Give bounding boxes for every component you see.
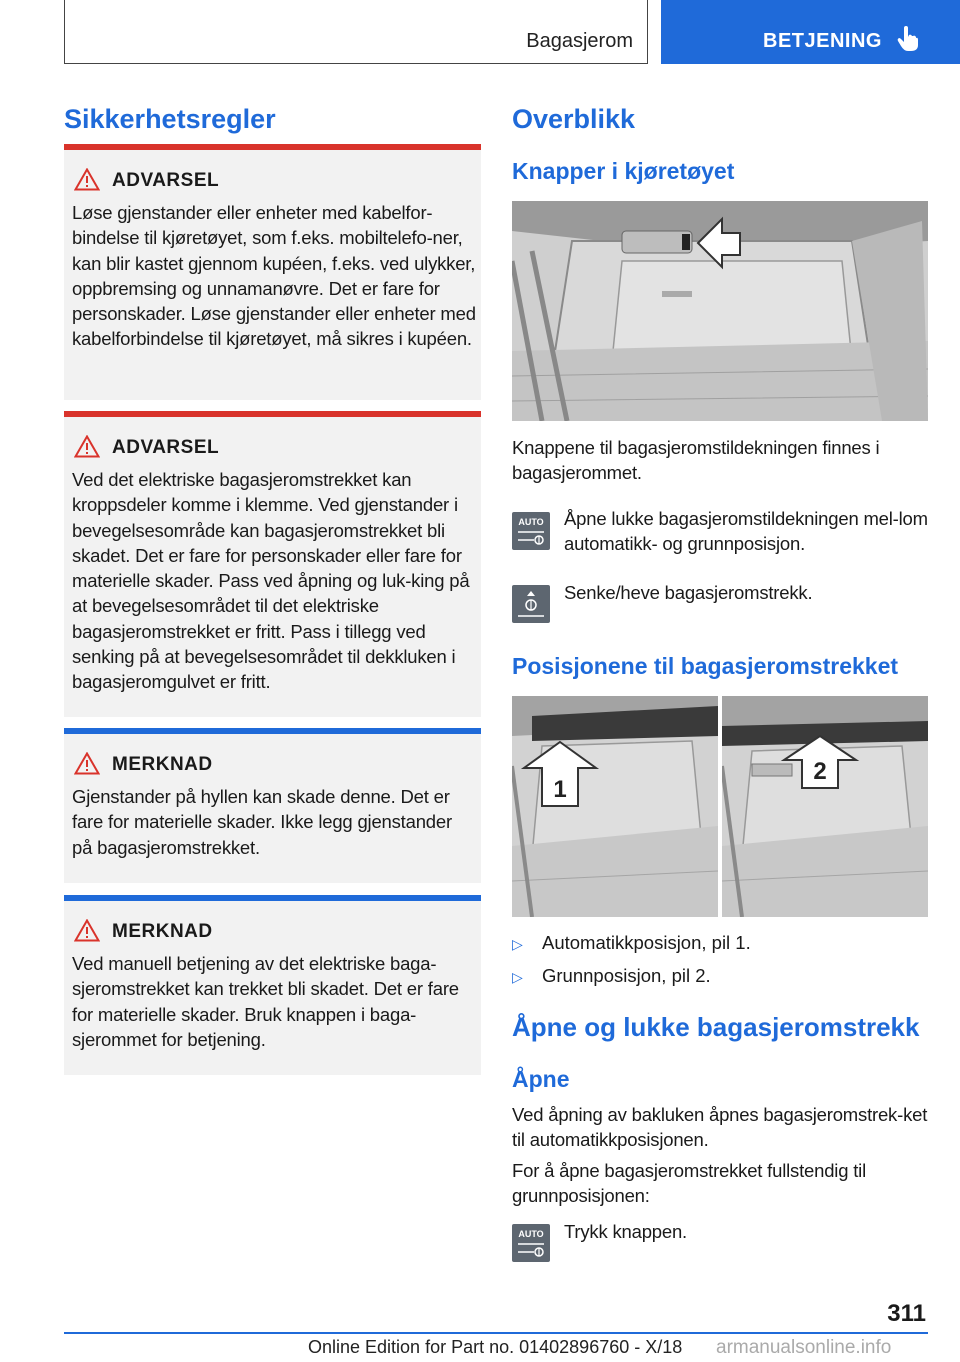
position-1-photo <box>512 696 718 917</box>
warning-text: Ved det elektriske bagasjeromstrekket kan kroppsdeler komme i klemme. Ved gjenstander i bevegelsesområde kan bagasjeromstrekket bli skadet. Det er fare for personskader eller fare for materielle skader. Pass ved åpning og luk-king på at bevegelsesområdet til det elektriske bagasjeromstrekket er fritt. Pass i tillegg ved senking på at bevegelsesområdet til dekkluken i bagasjeromgulvet er fritt. <box>72 469 470 693</box>
warning-label: ADVARSEL <box>112 437 220 458</box>
hand-pointer-icon <box>897 26 919 52</box>
warning-box-1 <box>64 144 481 400</box>
warning-triangle-icon <box>74 435 100 458</box>
warning-text: Løse gjenstander eller enheter med kabelfor-bindelse til kjøretøyet, som f.eks. mobiltelefo-ner, kan blir kastet gjennom kupéen, f.eks. ved ulykker, oppbremsing og unnamanøvre. Det er fare for personskader. Løse gjenstander eller enheter med kabelforbindelse til kjøretøyet, må sikres i kupéen. <box>72 202 476 350</box>
header-section-title: Bagasjerom <box>526 30 633 52</box>
edition-text: Online Edition for Part no. 01402896760 - X/18 <box>308 1337 683 1357</box>
lower-raise-button-icon <box>512 585 550 623</box>
positions-subtitle: Posisjonene til bagasjeromstrekket <box>512 653 899 679</box>
button1-description: Åpne lukke bagasjeromstildekningen mel-lom automatikk- og grunnposisjon. <box>564 508 928 555</box>
left-column <box>64 100 481 1050</box>
page-number: 311 <box>887 1300 926 1327</box>
open-subtitle: Åpne <box>512 1066 570 1092</box>
arrow-label-2: 2 <box>813 758 827 785</box>
bullet-triangle-icon: ▷ <box>512 969 523 985</box>
buttons-subtitle: Knapper i kjøretøyet <box>512 158 735 184</box>
warning-box-2 <box>64 411 481 717</box>
warning-label: ADVARSEL <box>112 170 220 191</box>
notice-label: MERKNAD <box>112 921 213 942</box>
notice-box-1 <box>64 728 481 883</box>
cargo-button-photo <box>512 201 928 421</box>
notice-label: MERKNAD <box>112 754 213 775</box>
footer-divider <box>64 1332 928 1334</box>
auto-icon-label: AUTO <box>518 1229 544 1239</box>
arrow-label-1: 1 <box>553 776 567 803</box>
open-close-title: Åpne og lukke bagasjeromstrekk <box>512 1012 920 1042</box>
notice-box-2 <box>64 895 481 1075</box>
bullet-text: Automatikkposisjon, pil 1. <box>542 932 751 953</box>
header-section-box <box>64 0 648 64</box>
header-chapter-title: BETJENING <box>763 30 882 52</box>
button2-description: Senke/heve bagasjeromstrekk. <box>564 582 813 603</box>
notice-triangle-icon <box>74 919 100 942</box>
auto-button-icon <box>512 512 550 550</box>
header-chapter-box <box>661 0 960 64</box>
right-column <box>512 100 928 1242</box>
safety-rules-title: Sikkerhetsregler <box>64 104 276 134</box>
overview-title: Overblikk <box>512 104 636 134</box>
bullet-text: Grunnposisjon, pil 2. <box>542 965 711 986</box>
auto-icon-label: AUTO <box>518 517 544 527</box>
position-2-photo <box>722 696 928 917</box>
auto-button-icon <box>512 1224 550 1262</box>
watermark-text: armanualsonline.info <box>716 1337 892 1358</box>
buttons-intro-text: Knappene til bagasjeromstildekningen finnes i bagasjerommet. <box>512 437 880 484</box>
notice-text: Gjenstander på hyllen kan skade denne. Det er fare for materielle skader. Ikke legg gjenstander på bagasjeromstrekket. <box>72 786 452 858</box>
button3-description: Trykk knappen. <box>564 1221 687 1242</box>
notice-triangle-icon <box>74 752 100 775</box>
open-paragraph-2: For å åpne bagasjeromstrekket fullstendig til grunnposisjonen: <box>512 1160 866 1207</box>
notice-text: Ved manuell betjening av det elektriske baga-sjeromstrekket kan trekket bli skadet. Det er fare for materielle skader. Bruk knappen i baga-sjerommet for betjening. <box>72 953 459 1050</box>
open-paragraph-1: Ved åpning av bakluken åpnes bagasjeromstrek-ket til automatikkposisjonen. <box>512 1104 928 1151</box>
warning-triangle-icon <box>74 168 100 191</box>
bullet-triangle-icon: ▷ <box>512 936 523 952</box>
